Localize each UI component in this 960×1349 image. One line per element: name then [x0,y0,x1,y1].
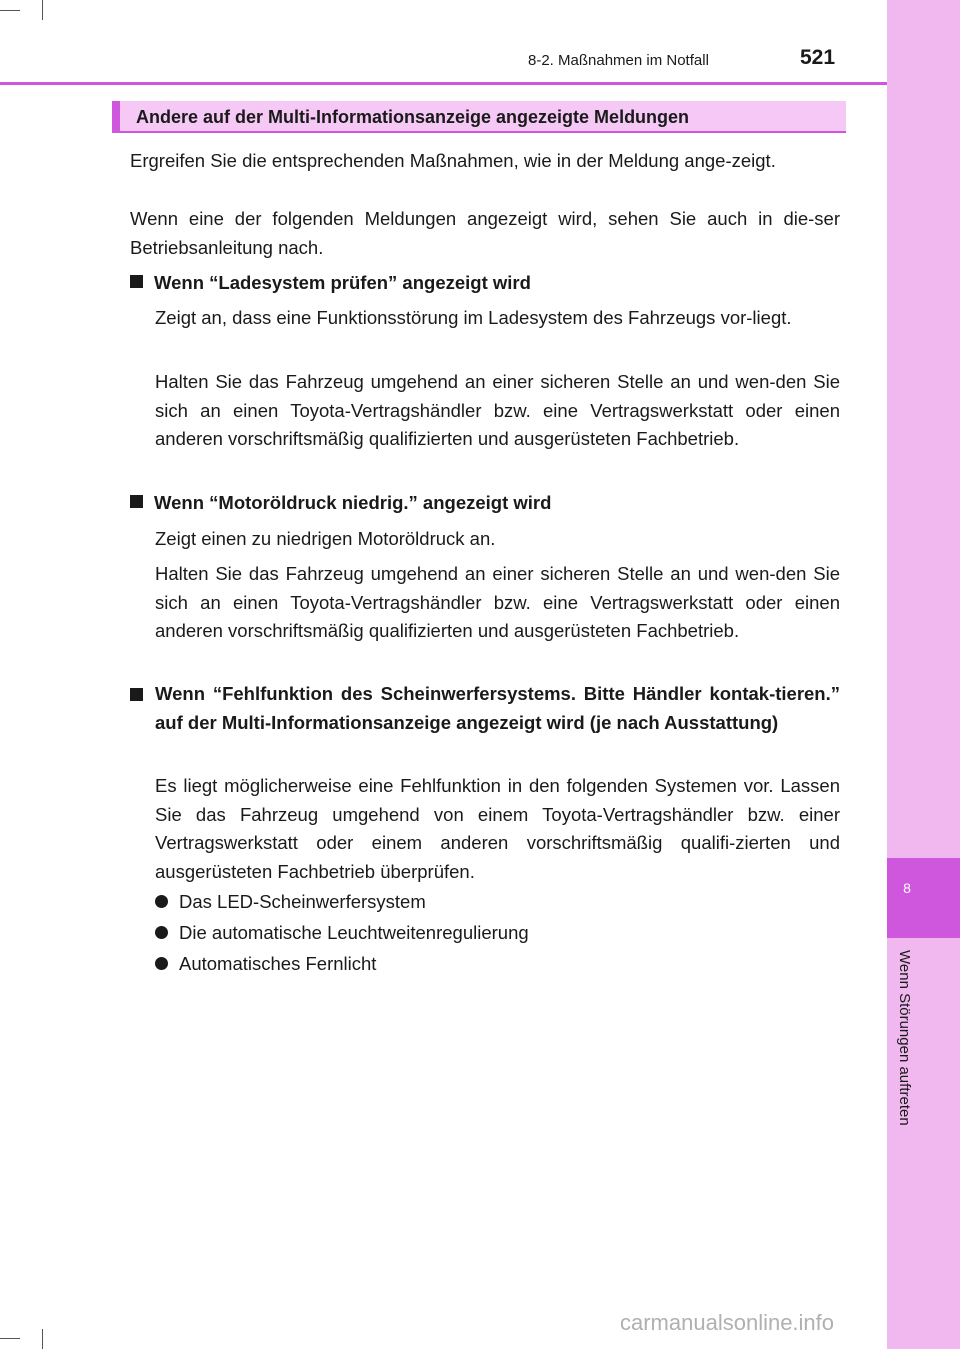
item-paragraph: Zeigt einen zu niedrigen Motoröldruck an. [155,528,496,549]
item-heading-text: Wenn “Ladesystem prüfen” angezeigt wird [154,272,531,293]
section-title: Andere auf der Multi-Informationsanzeige angezeigte Meldungen [136,107,690,127]
item-paragraph: Es liegt möglicherweise eine Fehlfunktion in den folgenden Systemen vor. Lassen Sie das Fahrzeug umgehend von einem Toyota-Vertragshändler bzw. einer Vertragswerkstatt oder einem anderen vorschriftsmäßig qualifi-zierten und ausgerüsteten Fachbetrieb überprüfen. [155,775,840,882]
item-paragraph: Halten Sie das Fahrzeug umgehend an einer sicheren Stelle an und wen-den Sie sich an einen Toyota-Vertragshändler bzw. eine Vertragswerkstatt oder einen anderen vorschriftsmäßig qualifizierten und ausgerüsteten Fachbetrieb. [155,371,840,449]
chapter-title: Wenn Störungen auftreten [896,950,913,1126]
page-number: 521 [800,46,836,69]
intro-paragraph: Wenn eine der folgenden Meldungen angezeigt wird, sehen Sie auch in die-ser Betriebsanleitung nach. [130,208,840,258]
item-heading-text: Wenn “Motoröldruck niedrig.” angezeigt wird [154,492,552,513]
section-title-bar [112,101,846,133]
header-rule [0,82,887,85]
chapter-side-tab [887,0,960,1349]
crop-mark [42,0,43,20]
round-bullet-icon [155,926,168,939]
crop-mark [0,10,20,11]
square-bullet-icon [130,275,143,288]
crop-mark [42,1329,43,1349]
list-item-text: Automatisches Fernlicht [179,953,377,974]
chapter-number: 8 [903,880,911,896]
list-item-text: Die automatische Leuchtweitenregulierung [179,922,529,943]
chapter-number-box [887,858,960,938]
list-item [155,950,376,979]
round-bullet-icon [155,895,168,908]
item-heading [130,489,551,518]
square-bullet-icon [130,688,143,701]
section-header: 8-2. Maßnahmen im Notfall [528,52,709,69]
item-heading-text: Wenn “Fehlfunktion des Scheinwerfersystems. Bitte Händler kontak-tieren.” auf der Multi-Informationsanzeige angezeigt wird (je nach Ausstattung) [155,683,840,733]
item-paragraph: Zeigt an, dass eine Funktionsstörung im Ladesystem des Fahrzeugs vor-liegt. [155,307,792,328]
crop-mark [0,1338,20,1339]
list-item [155,919,529,948]
item-heading [130,269,531,298]
list-item-text: Das LED-Scheinwerfersystem [179,891,426,912]
intro-paragraph: Ergreifen Sie die entsprechenden Maßnahmen, wie in der Meldung ange-zeigt. [130,150,776,171]
list-item [155,888,426,917]
round-bullet-icon [155,957,168,970]
item-paragraph: Halten Sie das Fahrzeug umgehend an einer sicheren Stelle an und wen-den Sie sich an einen Toyota-Vertragshändler bzw. eine Vertragswerkstatt oder einen anderen vorschriftsmäßig qualifizierten und ausgerüsteten Fachbetrieb. [155,563,840,641]
watermark-footer: carmanualsonline.info [620,1310,835,1335]
square-bullet-icon [130,495,143,508]
